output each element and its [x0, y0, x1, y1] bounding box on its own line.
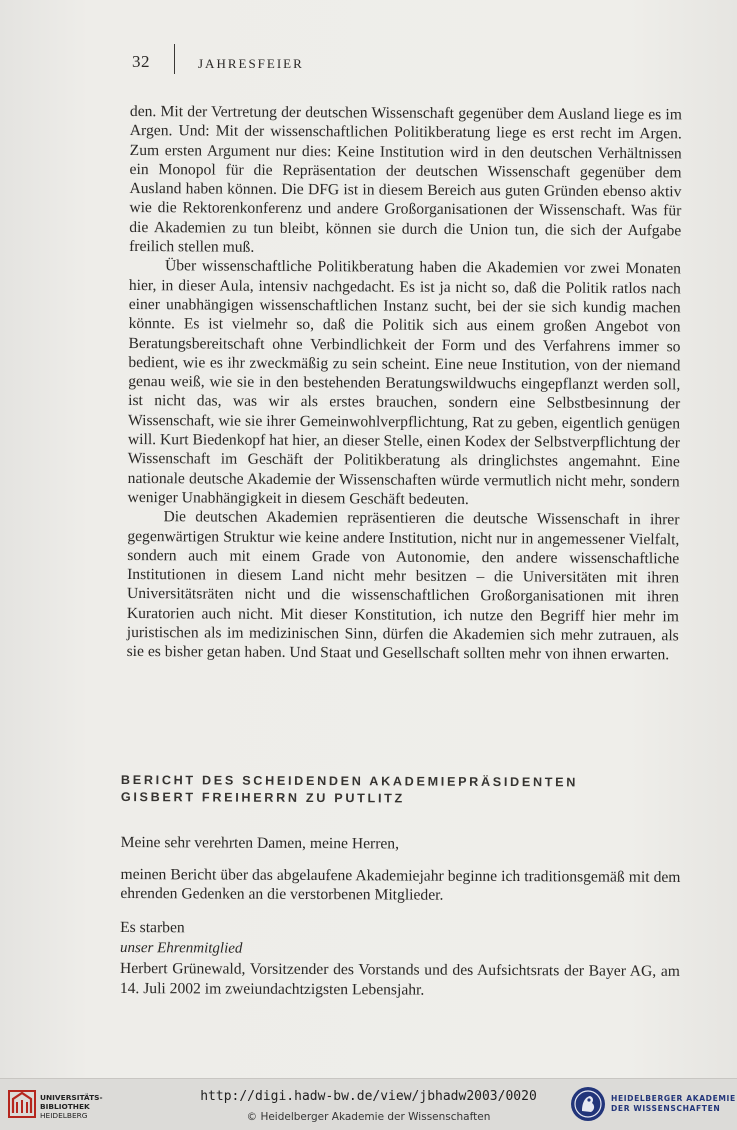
- body-text: [127, 102, 682, 665]
- hadw-logo-line-1: HEIDELBERGER AKADEMIE: [611, 1094, 736, 1103]
- section-heading-line-2: GISBERT FREIHERRN ZU PUTLITZ: [120, 789, 405, 806]
- paragraph-3: Die deutschen Akademien repräsentieren die deutsche Wissenschaft in ihrer gegenwärtigen Struktur wie keine andere Institution, nicht nur in angemessener Vielfalt, sondern auch mit einem Grade von Autonomie, den andere wissenschaftliche Institutionen in diesem Land nicht mehr besitzen – die Universitäten mit ihren Universitätsräten nicht und die wissenschaftlichen Großorganisationen mit ihren Kuratorien auch nicht. Mit dieser Konstitution, ich nutze den Begriff hier mehr im juristischen als im medizinischen Sinn, dürfen die Akademien sich mehr zutrauen, als sie es bisher getan haben. Und Staat und Gesellschaft sollten mehr von ihnen erwarten.: [126, 508, 680, 664]
- report-section: [120, 772, 681, 1001]
- salutation: Meine sehr verehrten Damen, meine Herren,: [120, 833, 400, 853]
- viewer-footer: [0, 1078, 737, 1130]
- paragraph-1: den. Mit der Vertretung der deutschen Wissenschaft gegenüber dem Ausland liege es im Argen. Und: Mit der wissenschaftlichen Politikberatung liege es erst recht im Argen. Zum ersten Argument nur dies: Keine Institution wird in den deutschen Verhältnissen ein Monopol für die Repräsentation der deutschen Wissenschaft gegenüber dem Ausland haben können. Die DFG ist in diesem Bereich aus guten Gründen ebenso aktiv wie die Rektorenkonferenz und andere Großorganisationen der Wissenschaft. Was für die Akademien zu tun bleibt, können sie durch die Union tun, die sich der Aufgabe freilich stellen muß.: [129, 102, 682, 256]
- es-starben: Es starben: [120, 918, 185, 937]
- member-category: unser Ehrenmitglied: [120, 940, 243, 958]
- academy-seal-icon: [569, 1085, 607, 1123]
- copyright-notice: © Heidelberger Akademie der Wissenschaften: [246, 1111, 491, 1123]
- ub-logo-line-1: UNIVERSITÄTS-: [40, 1093, 103, 1102]
- running-title: JAHRESFEIER: [198, 56, 304, 71]
- report-intro: meinen Bericht über das abgelaufene Akademiejahr beginne ich traditionsgemäß mit dem ehrenden Gedenken an die verstorbenen Mitglieder.: [120, 865, 681, 904]
- hadw-logo[interactable]: [569, 1085, 734, 1125]
- obituary-entry: Herbert Grünewald, Vorsitzender des Vorstands und des Aufsichtsrats der Bayer AG, am 14. Juli 2002 im zweiundachtzigsten Lebensjahr.: [119, 959, 681, 999]
- permalink-url[interactable]: http://digi.hadw-bw.de/view/jbhadw2003/0020: [200, 1089, 537, 1104]
- paragraph-2: Über wissenschaftliche Politikberatung haben die Akademien vor zwei Monaten hier, in dieser Aula, intensiv nachgedacht. Es ist ja nicht so, daß die Politik ratlos nach einer unabhängigen wissenschaftlichen Instanz sucht, bei der sie sich kundig machen könnte. Es ist vielmehr so, daß die Politik sich aus einem großen Angebot von Beratungsbereitschaft ohne Verbindlichkeit der Form und des Verfahrens immer so bedient, wie es ihr zweckmäßig zu sein scheint. Eine neue Institution, von der niemand genau weiß, wie sie in den bestehenden Beratungswildwuchs eingepflanzt werden soll, ist nicht das, was wir als erstes brauchen, sondern eine Selbstbesinnung der Wissenschaft, wie sie ihrer Gemeinwohlverpflichtung, Rat zu geben, eigentlich genügen will. Kurt Biedenkopf hat hier, an dieser Stelle, einen Kodex der Selbstverpflichtung der Wissenschaft im Geschäft der Politikberatung als dringlichstes angemahnt. Eine nationale deutsche Akademie der Wissenschaften würde vermutlich nicht mehr, sondern weniger Unabhängigkeit in diesem Geschäft bedeuten.: [127, 257, 682, 509]
- page-number: 32: [132, 52, 150, 71]
- section-heading-line-1: BERICHT DES SCHEIDENDEN AKADEMIEPRÄSIDENTEN: [120, 773, 579, 790]
- ub-logo-line-2: BIBLIOTHEK: [40, 1102, 90, 1111]
- hadw-logo-line-2: DER WISSENSCHAFTEN: [611, 1104, 721, 1113]
- header-divider: [174, 44, 175, 74]
- ub-logo-line-3: HEIDELBERG: [40, 1111, 88, 1120]
